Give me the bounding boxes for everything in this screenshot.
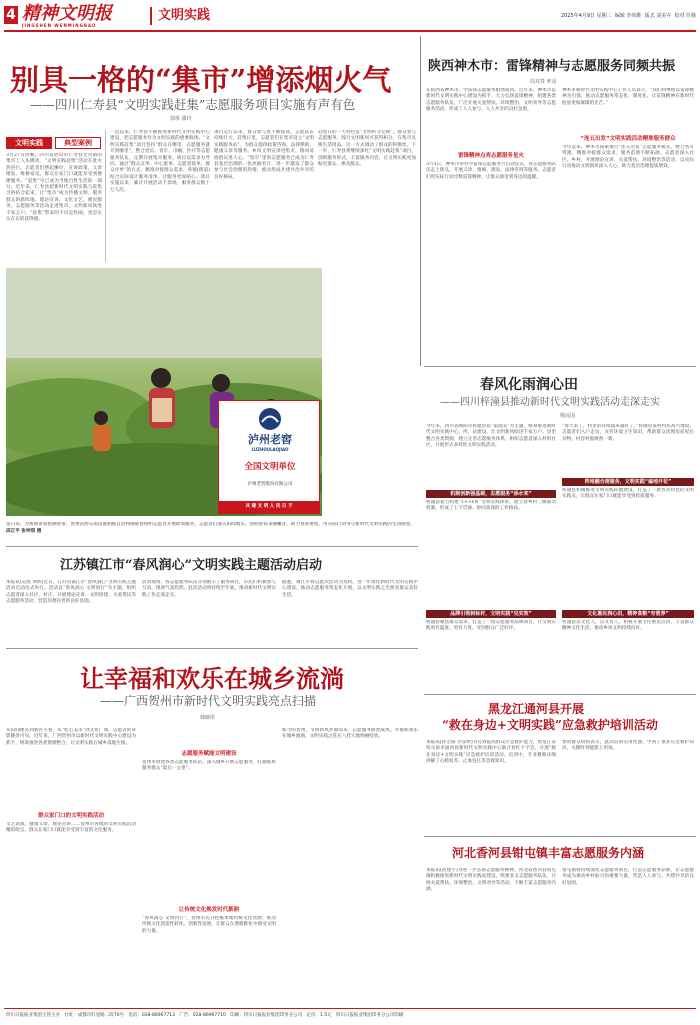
tag-case: 典型案例: [55, 137, 101, 149]
spring-subhead-4: 文化惠民润心田，精神食粮“有营养”: [562, 610, 694, 618]
guangxi-subhead-1: 群众家门口的文明实践活动: [37, 813, 104, 819]
spring-column-2c: 梓潼县以文化人，以文育人，积极开展文化惠民活动，丰富群众精神文化生活，推动乡风文明持续向好。: [562, 620, 694, 632]
section-title: 文明实践: [150, 7, 240, 25]
lead-title: 别具一格的“集市”增添烟火气: [10, 63, 392, 97]
jiangsu-column-2: 活动现场，各志愿服务队伍分别展示了服务项目，市民们积极参与互动，现场气氛热烈。此次活动将持续至年底，推动新时代文明实践工作走深走实。: [142, 580, 276, 598]
footer-phone1: 电话：028-86967713: [128, 1013, 175, 1018]
proofreader: 校对 任杨: [674, 13, 696, 19]
jiangsu-column-1: 本报讯(吴凯 刘明)近日，江苏省镇江市“春风润心”文明实践主题活动启动仪式举行。活动以“春风润心 文明同行”为主题，组织志愿者深入社区、村庄，开展理论宣讲、文明创建、关爱帮扶等志愿服务活动，营造崇德向善的良好氛围。: [6, 580, 136, 605]
spring-byline: 杨远国: [560, 413, 576, 419]
divider: [6, 546, 418, 547]
newspaper-logo: 精神文明报: [22, 3, 112, 24]
guangxi-subtitle: ——广西贺州市新时代文明实践亮点扫描: [100, 694, 317, 708]
guangxi-byline: 韩映彤: [200, 715, 216, 721]
spring-title: 春风化雨润心田: [480, 377, 578, 393]
spring-column-1: 今年来，四川省绵阳市梓潼县以“家园美”为主题，统筹推进新时代文明实践中心、所、站建设，让文明新风吹进千家万户。县里整合各类资源，建立完善志愿服务体系，组织志愿者深入村组社区，开展形式多样的文明实践活动。: [426, 424, 556, 449]
guangxi-title: 让幸福和欢乐在城乡流淌: [80, 664, 344, 693]
shaanxi-byline: 高双贵 呼彦: [530, 79, 557, 85]
heilongjiang-column-1: 本报讯(孙宏阳 罗彦婷)为有效提高群众应急救护能力，黑龙江省哈尔滨市通河县新时代文明实践中心联合县红十字会，开展“救在身边+文明实践”应急救护培训活动。培训中，专业教师详细讲解了心肺复苏、止血包扎等急救知识。: [426, 740, 556, 765]
photo-credit: 邱正平 张坤琪 摄: [6, 528, 42, 534]
photo-caption: [6, 522, 418, 542]
divider: [6, 648, 418, 649]
hebei-column-2: 钳屯镇将持续深化志愿服务项目，打造志愿服务品牌，让志愿服务成为推动乡村振兴的重要力量，营造人人参与、共建共享的良好氛围。: [562, 868, 694, 886]
sponsor-footer: 共 建 文 明 人 民 日 子: [219, 501, 319, 513]
hebei-title: 河北香河县钳屯镇丰富志愿服务内涵: [452, 846, 645, 860]
sponsor-ad: [218, 400, 320, 514]
spring-subhead-2: 阵地融合提服务，文明实践“遍地开花”: [562, 478, 694, 486]
guangxi-column-3: 如今的贺州，文明新风扑面而来，志愿服务蔚然成风。幸福和欢乐在城乡流淌，文明实践之花在八桂大地绚丽绽放。: [282, 728, 418, 740]
lead-column-1: 3月27日傍晚，四川省眉山市仁寿县文宫镇的集市上人头攒动，“文明实践赶集”活动在此火热进行。志愿者们摆起摊位，宣讲政策、义诊理发、维修家电，群众在家门口就能享受到便捷服务。“赶集”早已成为当地百姓生活的一部分。近年来，仁寿县把新时代文明实践与赶集习俗结合起来，让“集市”成为传播文明、服务群众的新阵地。理论宣讲、文化文艺、便民服务、志愿服务等活动走进集市，文明新风吹进千家万户。“赶集”带来的不仅是热闹，更是实实在在的获得感。: [6, 153, 102, 223]
jiangsu-title: 江苏镇江市“春风润心”文明实践主题活动启动: [60, 558, 322, 573]
spring-column-2b: 梓潼县积极推进文明实践阵地建设，打造了一批各具特色的文明实践点，让群众在家门口就能享受到优质服务。: [562, 488, 694, 500]
logo-pinyin: JINGSHEN WENMINGBAO: [22, 23, 97, 28]
guangxi-column-2: 贺州市组建各类志愿服务队伍，深入城乡开展志愿服务，打通联系服务群众“最后一公里”。: [142, 760, 276, 772]
sponsor-pinyin: LUZHOULAOJIAO: [251, 447, 289, 452]
footer-print: 印刷：四川日报报业集团印务分公司: [230, 1013, 303, 1018]
spring-column-1b: 梓潼县着力构建“1+3+N”文明实践体系，建立县乡村三级联动机制，形成了上下贯通、协同高效的工作格局。: [426, 500, 556, 512]
column-divider: [420, 36, 421, 366]
issue-date: 2025年4月9日 星期三: [560, 13, 612, 19]
issue-meta: [508, 11, 696, 21]
page-number: 4: [4, 6, 18, 24]
divider: [424, 694, 696, 695]
lead-column-2: 一直以来，仁寿县不断推进新时代文明实践中心建设，把志愿服务作为文明实践的重要载体。“文明实践赶集”项目坚持“群众在哪里，志愿服务就开到哪里”，整合党员、青年、巾帼、医疗等志愿服务队伍，定期开展集市服务。项目以需求为导向，通过“群众点单、中心派单、志愿者接单、群众评单”的方式，精准对接群众需求。各镇(街道)结合实际设计服务清单，让服务更加贴心。项目实施以来，累计开展活动千余场，服务群众数十万人次。: [110, 130, 210, 193]
divider: [105, 130, 106, 262]
shaanxi-column-2b: 今年以来，神木市探索推行“连五出发”志愿服务模式，整合各方资源，精准对接群众需求，服务范围不断拓展。志愿者深入社区、乡村，开展理论宣讲、关爱帮扶、环境整治等活动，以实际行动推动文明新风深入人心，助力基层治理提质增效。: [562, 145, 694, 170]
guangxi-subhead-2: 志愿服务赋能文明建设: [181, 751, 237, 757]
masthead-rule: [4, 30, 696, 32]
divider: [424, 366, 696, 367]
divider: [424, 836, 696, 837]
tag-practice: 文明实践: [6, 137, 52, 149]
shaanxi-column-2: 神木市新时代文明实践中心工作人员表示，“我们将继续以雷锋精神为引领，推动志愿服务常态化、制度化，让雷锋精神在新时代绽放更加璀璨的光芒。”: [562, 88, 694, 106]
footer-left: 四川日报报业集团主管主办: [6, 1013, 60, 1018]
sponsor-name: 泸州老窖: [248, 433, 292, 446]
heilongjiang-column-2: 参训群众纷纷表示，此次培训实用性强，学到了很多应急救护知识，关键时刻能派上用场。: [562, 740, 694, 752]
footer: [6, 1012, 696, 1020]
shaanxi-subhead-2: “连五出发”文明实践活动精准服务群众: [580, 136, 676, 142]
shaanxi-subhead-1: 雷锋精神点亮志愿服务星火: [457, 153, 524, 159]
guangxi-subhead-3: 让传统文化焕发时代新韵: [178, 907, 240, 913]
photo-caption-text: 连日来，为帮助茶农抢摘春茶，贵州省黔东南苗族侗族自治州锦屏县组织志愿者开展助农服务，志愿者们深入田间地头，帮助茶农采摘嫩芽，助力春茶增收，用实际行动书写新时代文明实践的生动画卷。: [6, 522, 415, 527]
shaanxi-column-1b: 3月5日，神木市举办学雷锋志愿服务月启动仪式，各志愿服务队伍走上街头，开展义诊、维修、理发、法律咨询等服务。志愿者们用实际行动诠释雷锋精神，让群众感受到身边的温暖。: [426, 162, 556, 180]
spring-subhead-3: 品牌引领树标杆，文明实践“见实效”: [426, 610, 556, 618]
footer-right: 四川日报报业集团印务分公司印刷: [335, 1013, 404, 1018]
lead-column-3: 项目运行以来，群众参与度不断提高，志愿队伍持续壮大。赶集日里，志愿者们在集市设立“文明实践服务站”，为群众提供政策咨询、法律援助、健康义诊等服务。乡风文明宣讲进集市，移风易俗倡议进人心。“集市”里的志愿服务已成为仁寿县基层治理的一张亮丽名片，进一步激发了群众参与社会治理的热情，推动形成共建共治共享的良好格局。: [214, 130, 314, 180]
spring-subhead-1: 机制创新强基础，志愿服务“添水来”: [426, 490, 556, 498]
lead-subtitle: ——四川仁寿县“文明实践赶集”志愿服务项目实施有声有色: [30, 97, 356, 112]
designer: 版式 刘美卉: [644, 13, 672, 19]
spring-subtitle: ——四川梓潼县推动新时代文明实践活动走深走实: [440, 397, 660, 408]
shaanxi-column-1: 在陕西省神木市，学雷锋志愿服务蔚然成风。近年来，神木市以新时代文明实践中心建设为抓手，大力弘扬雷锋精神，组建各类志愿服务队伍，广泛开展关爱帮扶、环境整治、文明劝导等志愿服务活动，形成了人人参与、人人共享的良好氛围。: [426, 88, 556, 113]
lead-column-4: 赶集日的一大特色是“文明积分兑换”。群众参与志愿服务、践行文明新风可获得积分，在集市兑换生活用品。这一方式调动了群众的积极性。下一步，仁寿县将继续深化“文明实践赶集”项目，创新服务形式，丰富服务内容，让文明实践更加贴近群众、惠及群众。: [318, 130, 416, 168]
jiangsu-column-3: 据悉，镇江市将以此次活动为契机，进一步深化新时代文明实践中心建设，推动志愿服务常态化开展，以文明实践之光照亮群众美好生活。: [282, 580, 418, 598]
sponsor-logo-icon: [253, 407, 287, 431]
spring-column-2: “春天来了，村里的环境越来越好了。”梓潼县某村村民高兴地说。志愿者们入户走访，宣传环境卫生知识，帮助群众清理房前屋后杂物，村容村貌焕然一新。: [562, 424, 694, 442]
heilongjiang-title-2: “救在身边+文明实践”应急救护培训活动: [442, 718, 658, 732]
footer-phone2: 广告：028-86967710: [179, 1013, 226, 1018]
lead-byline: 郭侨 蒲玲: [170, 116, 192, 122]
footer-address: 社址：成都市红星路二段70号: [64, 1013, 125, 1018]
shaanxi-title: 陕西神木市：雷锋精神与志愿服务同频共振: [428, 59, 676, 74]
sponsor-badge: 全国文明单位: [244, 462, 296, 472]
footer-rule: [4, 1008, 696, 1009]
spring-column-1c: 梓潼县聚焦群众需求，打造了一批志愿服务品牌项目，让文明实践更有温度、更有力度，受到群众广泛好评。: [426, 620, 556, 632]
hebei-column-1: 本报讯(赵建宇)为进一步弘扬志愿服务精神，河北省香河县钳屯镇积极推进新时代文明实践站建设，组建多支志愿服务队伍，开展关爱帮扶、环境整治、文明劝导等活动，不断丰富志愿服务内涵。: [426, 868, 556, 893]
guangxi-column-1: 从田间地头到新区小巷，从“桂心美市”到文化广场，志愿者的身影随处可见。近年来，广西贺州市以新时代文明实践中心建设为抓手，统筹推进各类资源整合，让文明实践在城乡落地生根。: [6, 728, 136, 746]
footer-price: 定价：1.5元: [306, 1013, 332, 1018]
sponsor-company: 泸州老窖股份有限公司: [247, 482, 293, 487]
guangxi-column-2b: “春风润心 文明同行”，贺州市充分挖掘本地传统文化资源，推动传统文化创造性转化、创新性发展，让群众在潜移默化中感受文明的力量。: [142, 916, 276, 934]
guangxi-column-1b: 文艺表演、健康义诊、理论宣讲……贺州市各地的文明实践活动精彩纷呈，群众在家门口就能享受到丰富的文化服务。: [6, 822, 136, 834]
heilongjiang-title: 黑龙江通河县开展: [488, 702, 585, 716]
editor: 编辑 李尚维: [614, 13, 642, 19]
